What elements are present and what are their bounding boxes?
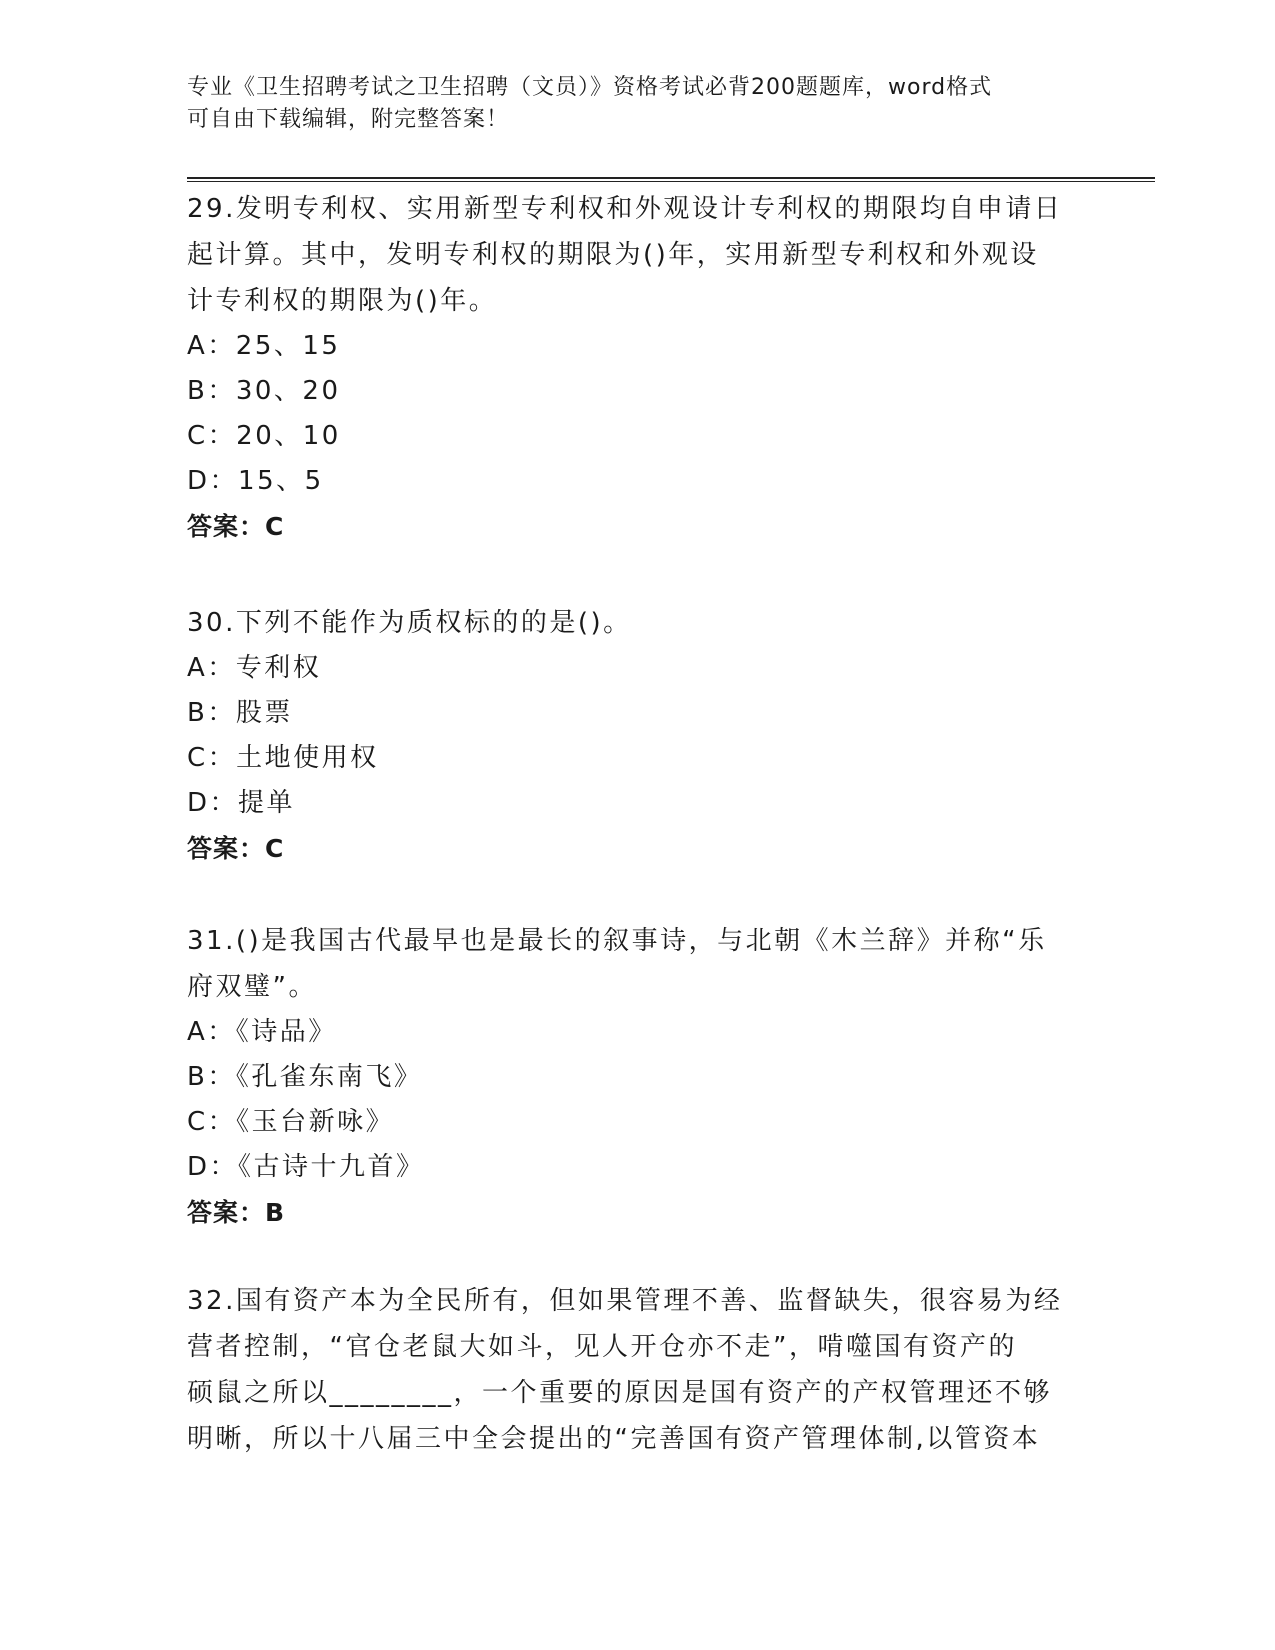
option-b: B：《孔雀东南飞》	[187, 1062, 423, 1092]
header-divider-thin	[187, 181, 1155, 182]
question-stem-line: 府双璧”。	[187, 972, 317, 1002]
question-32	[187, 1278, 1087, 1462]
question-stem-line: 起计算。其中，发明专利权的期限为()年，实用新型专利权和外观设	[187, 240, 1039, 270]
question-stem-line: 计专利权的期限为()年。	[187, 286, 498, 316]
question-29	[187, 186, 1087, 550]
answer-label: 答案：B	[187, 1198, 286, 1227]
answer-label: 答案：C	[187, 834, 285, 863]
question-stem-line: 29.发明专利权、实用新型专利权和外观设计专利权的期限均自申请日	[187, 194, 1063, 224]
question-31	[187, 918, 1087, 1236]
header-divider-thick	[187, 177, 1155, 179]
question-stem-line: 硕鼠之所以________，一个重要的原因是国有资产的产权管理还不够	[187, 1378, 1053, 1408]
question-30	[187, 600, 1087, 872]
question-stem-line: 明晰，所以十八届三中全会提出的“完善国有资产管理体制,以管资本	[187, 1424, 1041, 1454]
answer-label: 答案：C	[187, 512, 285, 541]
option-a: A：25、15	[187, 331, 341, 361]
question-stem-line: 31.()是我国古代最早也是最长的叙事诗，与北朝《木兰辞》并称“乐	[187, 926, 1047, 956]
option-a: A：《诗品》	[187, 1017, 337, 1047]
option-d: D：15、5	[187, 466, 324, 496]
option-c: C：20、10	[187, 421, 341, 451]
document-header	[187, 72, 1087, 136]
option-b: B：股票	[187, 698, 293, 728]
option-b: B：30、20	[187, 376, 341, 406]
header-title-line-2: 可自由下载编辑，附完整答案！	[187, 107, 510, 132]
option-c: C：土地使用权	[187, 743, 379, 773]
question-stem-line: 32.国有资产本为全民所有，但如果管理不善、监督缺失，很容易为经	[187, 1286, 1063, 1316]
option-a: A：专利权	[187, 653, 322, 683]
header-title-line-1: 专业《卫生招聘考试之卫生招聘（文员）》资格考试必背200题题库，word格式	[187, 75, 993, 100]
option-d: D：提单	[187, 788, 296, 818]
question-stem-line: 营者控制，“官仓老鼠大如斗，见人开仓亦不走”，啃噬国有资产的	[187, 1332, 1017, 1362]
option-d: D：《古诗十九首》	[187, 1152, 425, 1182]
option-c: C：《玉台新咏》	[187, 1107, 395, 1137]
question-stem-line: 30.下列不能作为质权标的的是()。	[187, 608, 632, 638]
